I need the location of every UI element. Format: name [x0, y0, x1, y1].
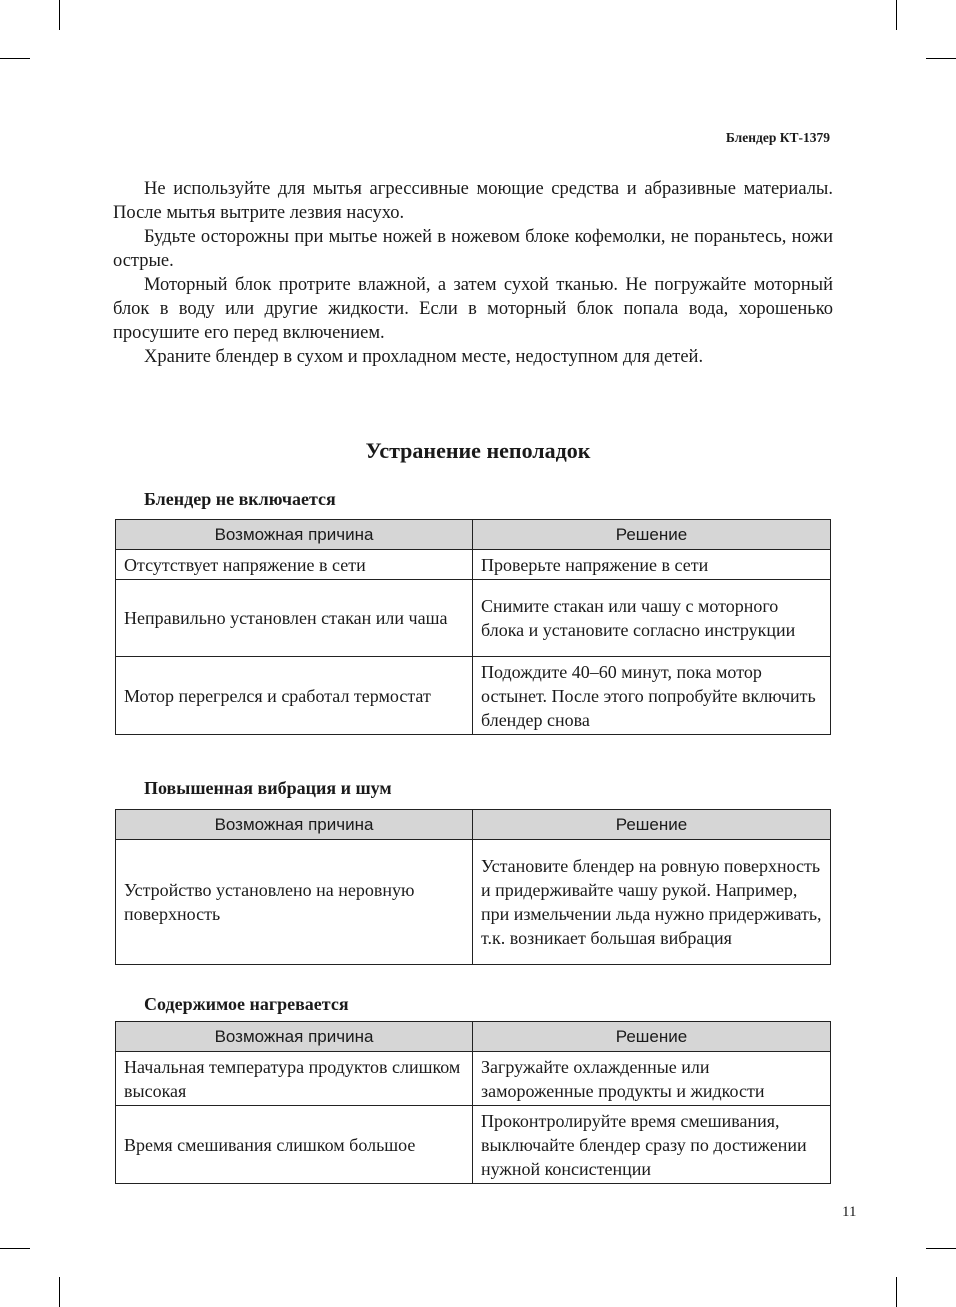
- troubleshooting-table: [115, 1021, 831, 1184]
- troubleshooting-table: [115, 809, 831, 965]
- solution-cell: Проконтролируйте время смешивания, выключайте блендер сразу по достижении нужной консистенции: [473, 1106, 831, 1184]
- crop-mark: [926, 1248, 956, 1249]
- page-number: 11: [842, 1204, 857, 1220]
- crop-mark: [896, 1277, 897, 1307]
- crop-mark: [59, 1277, 60, 1307]
- column-header-cause: Возможная причина: [116, 520, 473, 550]
- cause-cell: Мотор перегрелся и сработал термостат: [116, 657, 473, 735]
- column-header-cause: Возможная причина: [116, 810, 473, 840]
- table-header-row: [116, 810, 831, 840]
- crop-mark: [59, 0, 60, 30]
- table-row: [116, 580, 831, 657]
- column-header-solution: Решение: [473, 520, 831, 550]
- section-title: Устранение неполадок: [365, 438, 591, 463]
- table-title: Повышенная вибрация и шум: [144, 778, 392, 798]
- table-title: Содержимое нагревается: [144, 994, 349, 1014]
- cause-cell: Устройство установлено на неровную поверхность: [116, 840, 473, 965]
- solution-cell: Установите блендер на ровную поверхность и придерживайте чашу рукой. Например, при измельчении льда нужно придерживать, т.к. возникает большая вибрация: [473, 840, 831, 965]
- table-row: [116, 1106, 831, 1184]
- cause-cell: Начальная температура продуктов слишком высокая: [116, 1052, 473, 1106]
- cause-cell: Отсутствует напряжение в сети: [116, 550, 473, 580]
- table-title: Блендер не включается: [144, 489, 336, 509]
- column-header-solution: Решение: [473, 1022, 831, 1052]
- table-row: [116, 840, 831, 965]
- table-header-row: [116, 1022, 831, 1052]
- cause-cell: Неправильно установлен стакан или чаша: [116, 580, 473, 657]
- crop-mark: [0, 1248, 30, 1249]
- crop-mark: [896, 0, 897, 30]
- solution-cell: Проверьте напряжение в сети: [473, 550, 831, 580]
- table-row: [116, 1052, 831, 1106]
- column-header-solution: Решение: [473, 810, 831, 840]
- table-row: [116, 550, 831, 580]
- intro-paragraph: Не используйте для мытья агрессивные моющие средства и абразивные материалы. После мытья вытрите лезвия насухо.: [113, 179, 833, 223]
- column-header-cause: Возможная причина: [116, 1022, 473, 1052]
- intro-paragraph: Будьте осторожны при мытье ножей в ножевом блоке кофемолки, не пораньтесь, ножи острые.: [113, 227, 833, 271]
- cause-cell: Время смешивания слишком большое: [116, 1106, 473, 1184]
- crop-mark: [0, 58, 30, 59]
- intro-paragraph: Храните блендер в сухом и прохладном месте, недоступном для детей.: [144, 347, 704, 367]
- solution-cell: Подождите 40–60 минут, пока мотор остынет. После этого попробуйте включить блендер снова: [473, 657, 831, 735]
- table-header-row: [116, 520, 831, 550]
- troubleshooting-table: [115, 519, 831, 735]
- intro-text: [113, 177, 833, 369]
- intro-paragraph: Моторный блок протрите влажной, а затем сухой тканью. Не погружайте моторный блок в воду или другие жидкости. Если в моторный блок попала вода, хорошенько просушите его перед включением.: [113, 275, 833, 343]
- crop-mark: [926, 58, 956, 59]
- solution-cell: Снимите стакан или чашу с моторного блока и установите согласно инструкции: [473, 580, 831, 657]
- table-row: [116, 657, 831, 735]
- running-header: Блендер КТ-1379: [725, 130, 830, 145]
- solution-cell: Загружайте охлажденные или замороженные продукты и жидкости: [473, 1052, 831, 1106]
